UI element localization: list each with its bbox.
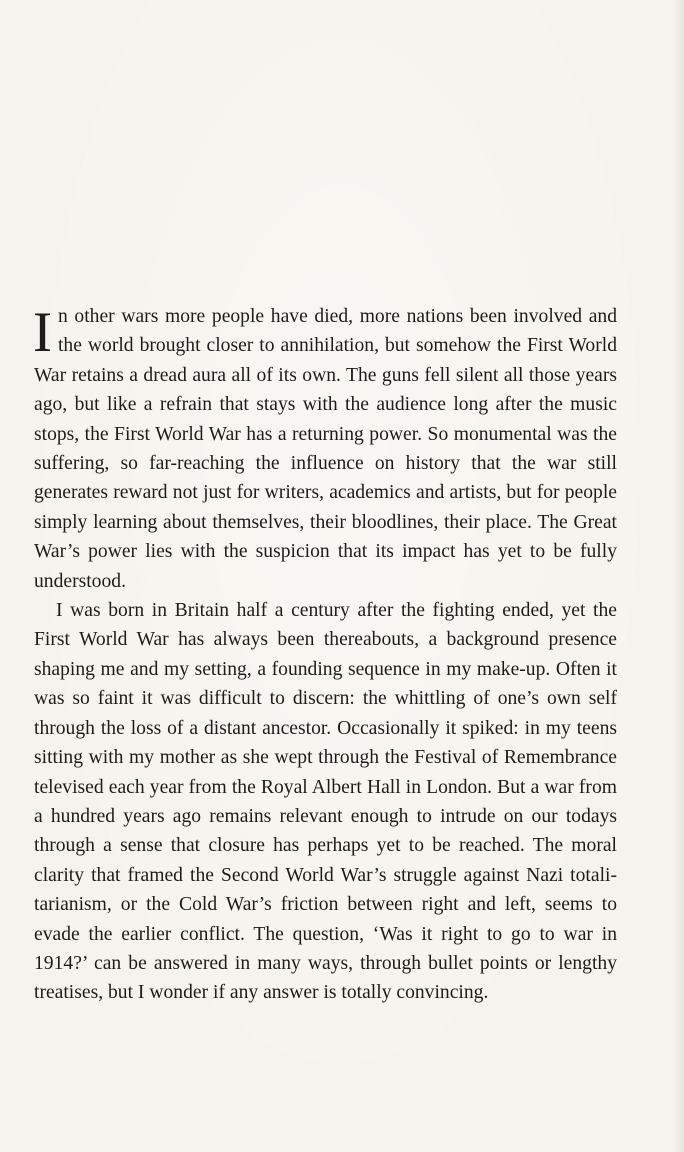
page-edge-shadow [672,0,684,1152]
show-through-text: ​ [33,97,645,119]
body-text [34,302,617,1008]
paragraph-1 [34,302,617,596]
paragraph-2-text: I was born in Britain half a century after the fighting ended, yet the First World War has always been thereabouts, a background presence shaping me and my setting, a founding sequence in my make-up. Often it was so faint it was difficult to discern: the whittling of one’s own self through the loss of a distant ancestor. Occasionally it spiked: in my teens sitting with my mother as she wept through the Festival of Remembrance televised each year from the Royal Albert Hall in London. But a war from a hundred years ago remains relevant enough to intrude on our todays through a sense that closure has perhaps yet to be reached. The moral clarity that framed the Second World War’s struggle against Nazi totalitarianism, or the Cold War’s friction between right and left, seems to evade the earlier conflict. The question, ‘Was it right to go to war in 1914?’ can be answered in many ways, through bullet points or lengthy treatises, but I wonder if any answer is totally convincing. [34,600,617,1004]
show-through-running-header [250,62,430,74]
paragraph-2 [34,596,617,1008]
drop-cap: I [33,301,52,364]
paragraph-1-text: n other wars more people have died, more nations been involved and the world brought closer to annihilation, but somehow the First World War retains a dread aura all of its own. The guns fell silent all those years ago, but like a refrain that stays with the audience long after the music stops, the First World War has a returning power. So monumental was the suffering, so far-reaching the influence on history that the war still generates reward not just for writers, academics and artists, but for people simply learning about themselves, their bloodlines, their place. The Great War’s power lies with the suspicion that its impact has yet to be fully understood. [34,306,617,592]
